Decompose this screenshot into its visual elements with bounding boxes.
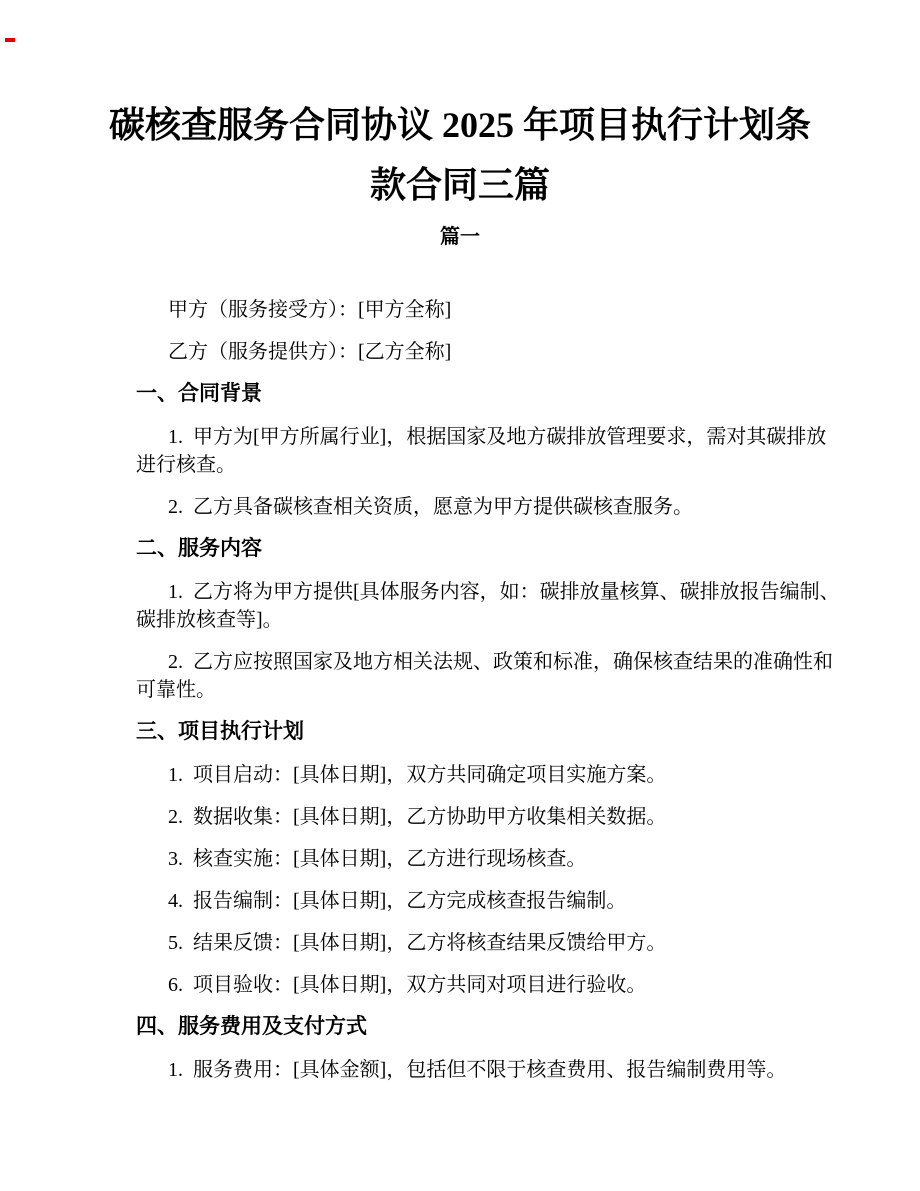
party-a-text: 甲方（服务接受方）：[甲方全称] bbox=[168, 299, 452, 321]
paragraph bbox=[136, 1056, 807, 1084]
section-heading-2: 二、服务内容 bbox=[136, 537, 262, 560]
paragraph-line: 3. 核查实施：[具体日期]，乙方进行现场核查。 bbox=[168, 848, 587, 870]
paragraph-line: 1. 甲方为[甲方所属行业]，根据国家及地方碳排放管理要求，需对其碳排放 bbox=[168, 426, 827, 448]
paragraph-line: 碳排放核查等]。 bbox=[136, 609, 283, 631]
paragraph bbox=[136, 493, 807, 521]
paragraph-line: 进行核查。 bbox=[136, 454, 236, 476]
paragraph bbox=[136, 648, 833, 704]
paragraph-line: 1. 服务费用：[具体金额]，包括但不限于核查费用、报告编制费用等。 bbox=[168, 1059, 787, 1081]
paragraph-line: 1. 乙方将为甲方提供[具体服务内容，如：碳排放量核算、碳排放报告编制、 bbox=[168, 581, 840, 603]
paragraph-line: 4. 报告编制：[具体日期]，乙方完成核查报告编制。 bbox=[168, 890, 627, 912]
paragraph-line: 2. 乙方具备碳核查相关资质，愿意为甲方提供碳核查服务。 bbox=[168, 496, 693, 518]
paragraph-line: 2. 数据收集：[具体日期]，乙方协助甲方收集相关数据。 bbox=[168, 806, 667, 828]
paragraph bbox=[136, 887, 807, 915]
red-artifact-mark bbox=[5, 38, 15, 42]
paragraph-line: 6. 项目验收：[具体日期]，双方共同对项目进行验收。 bbox=[168, 974, 647, 996]
paragraph bbox=[136, 971, 807, 999]
document-title bbox=[0, 95, 920, 215]
section-heading-3: 三、项目执行计划 bbox=[136, 720, 304, 743]
title-line-2: 款合同三篇 bbox=[369, 165, 550, 205]
section-heading-4: 四、服务费用及支付方式 bbox=[136, 1015, 367, 1038]
paragraph-line: 可靠性。 bbox=[136, 679, 216, 701]
paragraph bbox=[136, 761, 807, 789]
paragraph bbox=[136, 578, 840, 634]
section-heading-1: 一、合同背景 bbox=[136, 382, 262, 405]
paragraph bbox=[136, 929, 807, 957]
paragraph-line: 2. 乙方应按照国家及地方相关法规、政策和标准，确保核查结果的准确性和 bbox=[168, 651, 833, 673]
paragraph bbox=[136, 423, 827, 479]
party-a-line bbox=[136, 296, 807, 324]
party-b-text: 乙方（服务提供方）：[乙方全称] bbox=[168, 341, 452, 363]
paragraph bbox=[136, 803, 807, 831]
party-b-line bbox=[136, 338, 807, 366]
paragraph-line: 5. 结果反馈：[具体日期]，乙方将核查结果反馈给甲方。 bbox=[168, 932, 667, 954]
paragraph-line: 1. 项目启动：[具体日期]，双方共同确定项目实施方案。 bbox=[168, 764, 667, 786]
paragraph bbox=[136, 845, 807, 873]
piece-label: 篇一 bbox=[440, 226, 480, 248]
title-line-1: 碳核查服务合同协议 2025 年项目执行计划条 bbox=[108, 105, 811, 145]
